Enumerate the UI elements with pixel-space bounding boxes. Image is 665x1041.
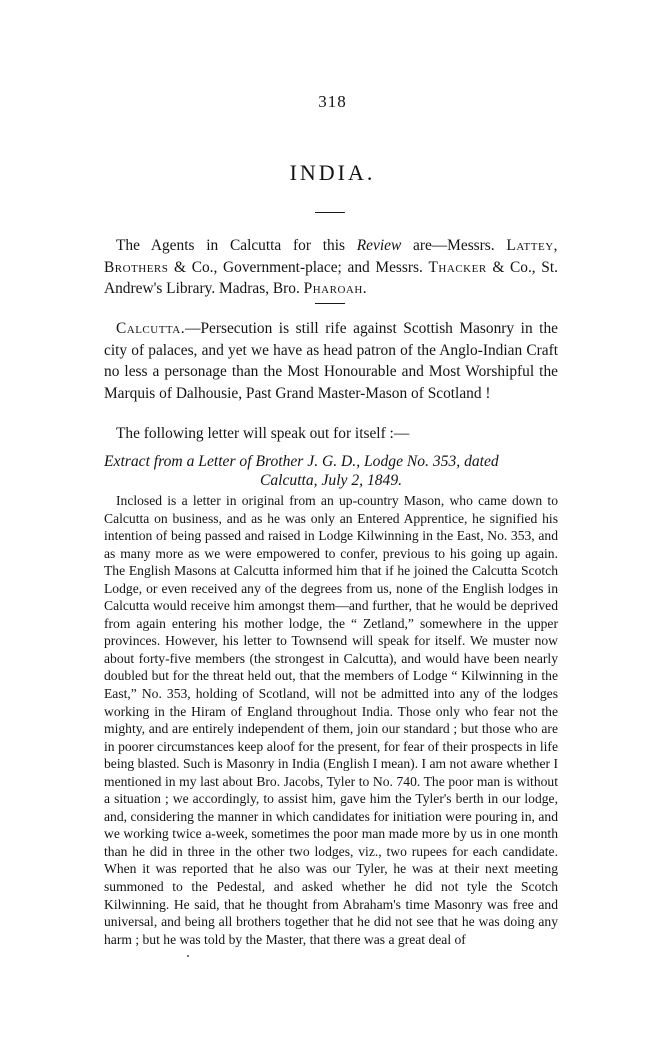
agent-name-lattey: Lattey, Brothers <box>104 237 558 276</box>
extract-heading-line1: Extract from a Letter of Brother J. G. D., Lodge No. 353, dated <box>104 453 499 470</box>
agents-text-4: & Co., St. Andrew's Library. Madras, Bro. <box>104 258 558 297</box>
calcutta-text: —Persecution is still rife against Scottish Masonry in the city of palaces, and yet we have as head patron of the Anglo-Indian Craft no less a personage than the Most Honourable and Most Worshipful the Marquis of Dalhousie, Past Grand Master-Mason of Scotland ! <box>104 320 558 402</box>
agents-text-1: The Agents in Calcutta for this <box>116 237 357 254</box>
extract-heading-line2: Calcutta, July 2, 1849. <box>259 472 403 489</box>
agent-name-pharoah: Pharoah. <box>303 280 368 297</box>
agents-paragraph <box>104 235 558 300</box>
agents-text-2: are—Messrs. <box>401 237 507 254</box>
intro-line: The following letter will speak out for itself :— <box>116 425 410 442</box>
agents-text-3: & Co., Government-place; and Messrs. <box>168 258 429 276</box>
page-number: 318 <box>318 92 347 111</box>
calcutta-paragraph <box>104 318 558 404</box>
section-divider <box>315 303 345 304</box>
title-divider <box>315 212 345 213</box>
section-title: INDIA. <box>289 160 376 185</box>
agent-name-thacker: Thacker <box>428 258 487 276</box>
print-mark <box>187 955 189 957</box>
calcutta-lead: Calcutta. <box>116 320 186 337</box>
review-title: Review <box>356 237 402 254</box>
letter-body: Inclosed is a letter in original from an up-country Mason, who came down to Calcutta on business, and as he was only an Entered Apprentice, he signified his intention of being passed and raised in Lodge Kilwinning in the East, No. 353, and as many more as we were empowered to confer, previous to his going up again. The English Masons at Calcutta informed him that if he joined the Calcutta Scotch Lodge, or even received any of the degrees from us, none of the English lodges in Calcutta would receive him amongst them—and further, that he would be deprived from again entering his mother lodge, the “ Zetland,” somewhere in the upper provinces. However, his letter to Townsend will speak for itself. We muster now about forty-five members (the strongest in Calcutta), and would have been nearly doubled but for the threat held out, that the members of Lodge “ Kilwinning in the East,” No. 353, holding of Scotland, will not be admitted into any of the lodges working in the Hiram of England throughout India. Those only who fear not the mighty, and are entirely independent of them, join our standard ; but those who are in poorer circumstances keep aloof for the present, for fear of their prospects in life being blasted. Such is Masonry in India (English I mean). I am not aware whether I mentioned in my last about Bro. Jacobs, Tyler to No. 740. The poor man is without a situation ; we accordingly, to assist him, gave him the Tyler's berth in our lodge, and, considering the manner in which candidates for initiation were pouring in, and we working twice a-week, sometimes the poor man made more by us in one month than he did in three in the other two lodges, viz., two rupees for each candidate. When it was reported that he also was our Tyler, he was at their next meeting summoned to the Pedestal, and asked whether he did not tyle the Scotch Kilwinning. He said, that he thought from Abraham's time Masonry was free and universal, and being all brothers together that he did not see that he was doing any harm ; but he was told by the Master, that there was a great deal of <box>104 493 558 947</box>
extract-heading <box>104 452 558 490</box>
